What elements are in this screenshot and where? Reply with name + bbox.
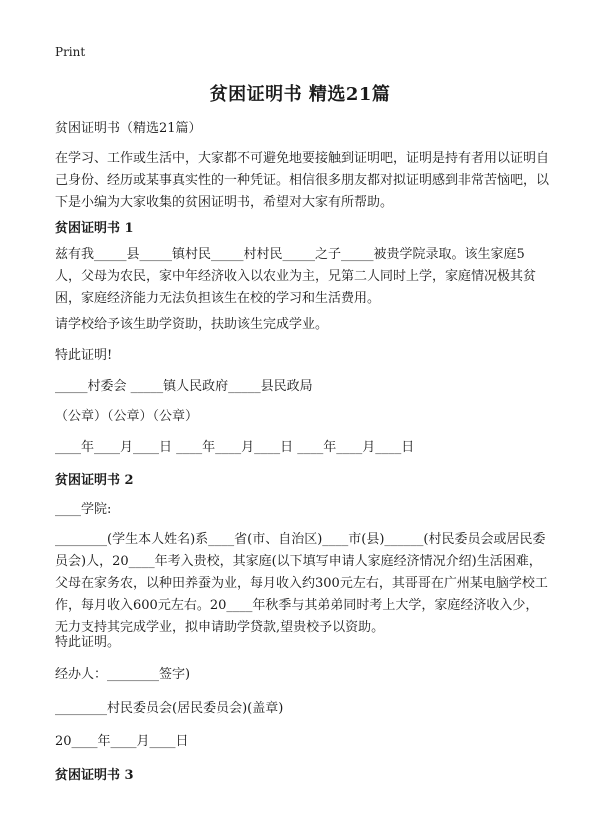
print-link[interactable]: Print [55,45,86,59]
section-1-seals: （公章）（公章）（公章） [55,409,199,424]
section-1-paragraph-1: 兹有我_____县_____镇村民_____村村民_____之子_____被贵学院录取。该生家庭5人，父母为农民，家中年经济收入以农业为主，兄第二人同时上学，家庭情况极其贫困，家庭经济能力无法负担该生在校的学习和生活费用。 [55,247,537,306]
section-2-closing: 特此证明。 [55,635,121,650]
section-1-paragraph-2: 请学校给予该生助学资助，扶助该生完成学业。 [55,317,329,332]
section-2-body: ________(学生本人姓名)系____省(市、自治区)____市(县)______(村民委员会或居民委员会)人，20____年考入贵校，其家庭(以下填写申请人家庭经济情况介绍)生活困难，父母在家务农，以种田养蚕为业，每月收入约300元左右，其哥哥在广州某电脑学校工作，每月收入600元左右。20____年秋季与其弟弟同时考上大学，家庭经济收入少，无力支持其完成学业，拟申请助学贷款,望贵校予以资助。 [55,532,548,635]
intro-paragraph: 在学习、工作或生活中，大家都不可避免地要接触到证明吧，证明是持有者用以证明自己身份、经历或某事真实性的一种凭证。相信很多朋友都对拟证明感到非常苦恼吧，以下是小编为大家收集的贫困证明书，希望对大家有所帮助。 [55,151,550,210]
section-2-salutation: ____学院: [55,502,112,517]
section-3-heading: 贫困证明书 3 [55,768,134,783]
section-1-heading: 贫困证明书 1 [55,221,134,236]
section-2-handler: 经办人：________签字) [55,667,191,682]
subtitle: 贫困证明书（精选21篇） [55,121,202,136]
section-2-heading: 贫困证明书 2 [55,473,134,488]
section-1-dates: ____年____月____日 ____年____月____日 ____年____月____日 [55,440,415,455]
section-2-date: 20____年____月____日 [55,734,189,749]
section-1-signers: _____村委会 _____镇人民政府_____县民政局 [55,379,313,394]
section-2-committee: ________村民委员会(居民委员会)(盖章) [55,701,284,716]
page-title: 贫困证明书 精选21篇 [209,84,391,105]
section-1-paragraph-3: 特此证明! [55,348,113,363]
